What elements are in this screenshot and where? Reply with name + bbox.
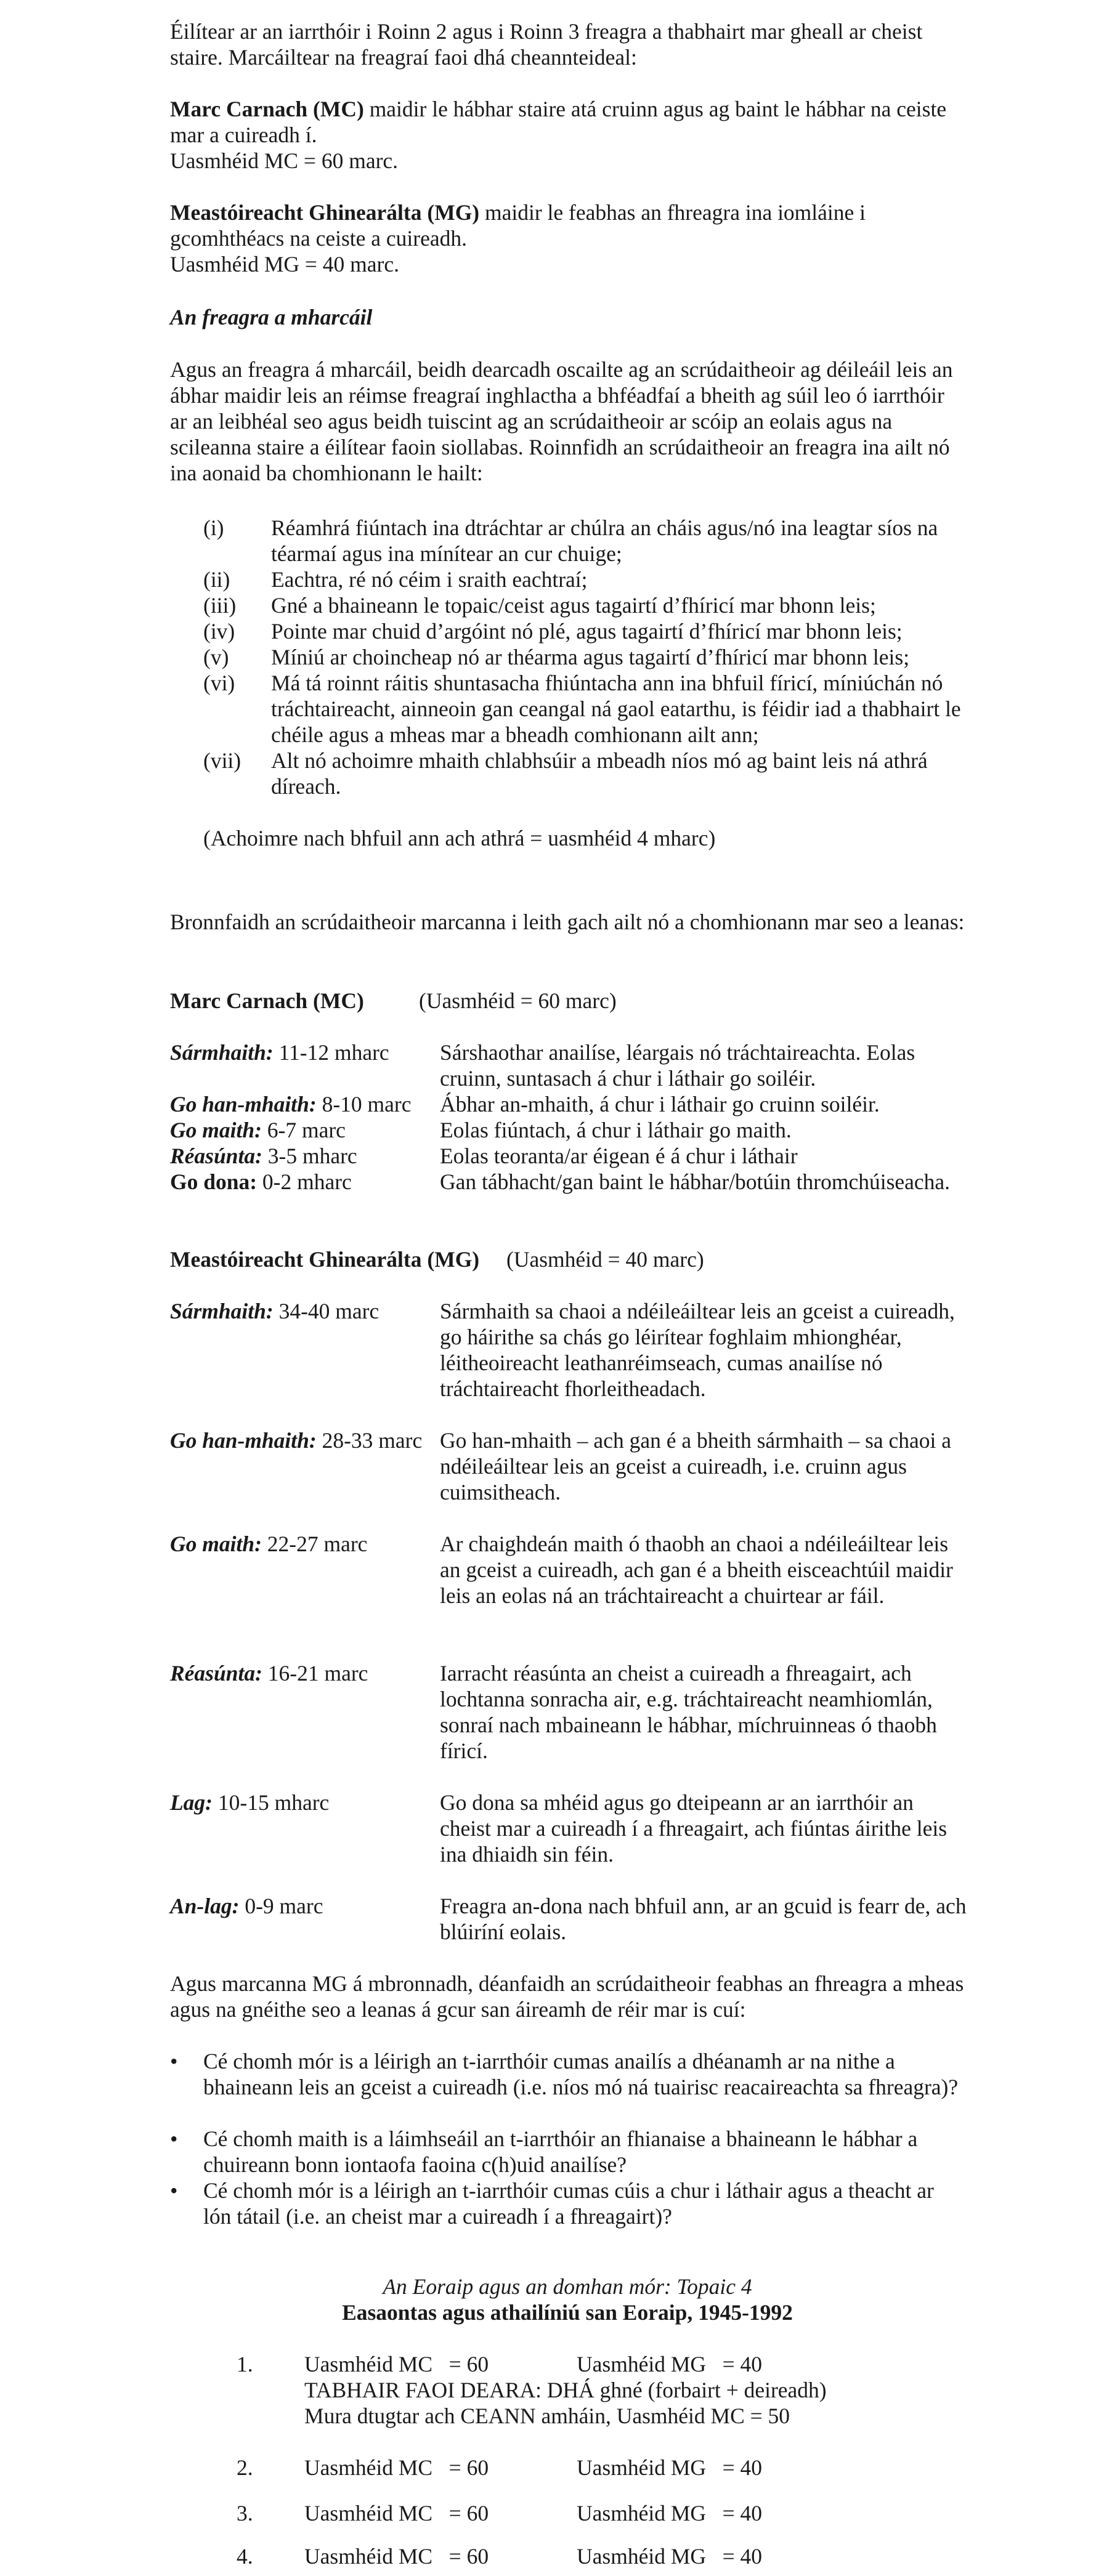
mg-grade-description: Iarracht réasúnta an cheist a cuireadh a fhreagairt, ach lochtanna sonracha air, e.g. tráchtaireacht neamhiomlán, sonraí nach mbaineann le hábhar, míchruinneas ó thaobh fíricí. [440,1661,937,1763]
criteria-bullet: Cé chomh maith is a láimhseáil an t-iarrthóir an fhianaise a bhaineann le hábhar a chuireann bonn iontaofa faoina c(h)uid anailíse? [203,2126,918,2177]
criteria-bullet: Cé chomh mór is a léirigh an t-iarrthóir cumas cúis a chur i láthair agus a theacht ar lón tátail (i.e. an cheist mar a cuireadh í a fhreagairt)? [203,2178,934,2229]
summary-note: (Achoimre nach bhfuil ann ach athrá = uasmhéid 4 mharc) [203,826,716,850]
mg-grade-description: Sármhaith sa chaoi a ndéileáiltear leis an gceist a cuireadh, go háirithe sa chás go léirítear foghlaim mhionghéar, léitheoireacht leathanréimseach, cumas anailíse nó tráchtaireacht fhorleitheadach. [440,1299,955,1401]
mc-table-max: (Uasmhéid = 60 marc) [419,988,617,1013]
mc-grade: Sármhaith: 11-12 mharc [170,1040,389,1065]
list-item: Má tá roinnt ráitis shuntasacha fhiúntacha ann ina bhfuil fíricí, míniúchán nó tráchtaireacht, ainneoin gan ceangal ná gaol eatarthu, is féidir iad a thabhairt le chéile agus a mheas mar a bheadh comhionann ailt ann; [271,671,961,747]
mc-grade: Go dona: 0-2 mharc [170,1169,352,1194]
mc-grade: Go han-mhaith: 8-10 marc [170,1092,412,1116]
list-item-number: (v) [203,645,229,669]
mg-grade: Go maith: 22-27 marc [170,1532,368,1556]
marking-heading: An freagra a mharcáil [170,305,373,329]
mg-grade: Réasúnta: 16-21 marc [170,1661,368,1686]
question-number: 1. [237,2352,253,2376]
list-item: Míniú ar choincheap nó ar théarma agus tagairtí d’fhíricí mar bhonn leis; [271,645,910,669]
bullet-icon: • [170,2049,178,2073]
mc-table-title: Marc Carnach (MC) [170,988,364,1013]
question-mc-max: Uasmhéid MC = 60 [304,2544,489,2569]
mc-grade: Go maith: 6-7 marc [170,1118,346,1142]
question-number: 2. [237,2455,253,2480]
mg-definition [170,200,965,251]
list-item-number: (i) [203,515,224,540]
mc-title: Marc Carnach (MC) [170,97,364,121]
intro-paragraph: Éilítear ar an iarrthóir i Roinn 2 agus i Roinn 3 freagra a thabhairt mar gheall ar cheist staire. Marcáiltear na freagraí faoi dhá cheannteideal: [170,19,923,70]
bullet-icon: • [170,2126,178,2151]
mg-grade: Lag: 10-15 mharc [170,1790,330,1815]
list-item: Réamhrá fiúntach ina dtráchtar ar chúlra an cháis agus/nó ina leagtar síos na téarmaí agus ina mínítear an cur chuige; [271,515,938,566]
list-item-number: (vi) [203,671,235,695]
mg-grade: An-lag: 0-9 marc [170,1894,323,1918]
list-item: Gné a bhaineann le topaic/ceist agus tagairtí d’fhíricí mar bhonn leis; [271,593,876,618]
question-mg-max: Uasmhéid MG = 40 [577,2544,763,2569]
mg-grade: Go han-mhaith: 28-33 marc [170,1428,423,1453]
mc-grade-description: Gan tábhacht/gan baint le hábhar/botúin thromchúiseacha. [440,1169,951,1194]
list-item-number: (iv) [203,619,235,644]
mg-grade-description: Ar chaighdeán maith ó thaobh an chaoi a ndéileáiltear leis an gceist a cuireadh, ach gan é a bheith eisceachtúil maidir leis an eolas ná an tráchtaireacht a chuirtear ar fáil. [440,1532,953,1608]
list-item-number: (vii) [203,748,241,773]
mg-title: Meastóireacht Ghinearálta (MG) [170,200,480,225]
question-mc-max: Uasmhéid MC = 60 [304,2455,489,2480]
mc-grade: Réasúnta: 3-5 mharc [170,1144,357,1168]
question-mg-max: Uasmhéid MG = 40 [577,2352,763,2376]
question-number: 4. [237,2544,253,2569]
question-mc-max: Uasmhéid MC = 60 [304,2352,489,2376]
mg-grade: Sármhaith: 34-40 marc [170,1299,379,1323]
list-item: Pointe mar chuid d’argóint nó plé, agus tagairtí d’fhíricí mar bhonn leis; [271,619,903,644]
mg-criteria-paragraph: Agus marcanna MG á mbronnadh, déanfaidh an scrúdaitheoir feabhas an fhreagra a mheas agus na gnéithe seo a leanas á gcur san áireamh de réir mar is cuí: [170,1971,964,2022]
bullet-icon: • [170,2178,178,2203]
list-item-number: (iii) [203,593,237,618]
mc-grade-description: Eolas teoranta/ar éigean é á chur i láthair [440,1144,798,1168]
question-mg-max: Uasmhéid MG = 40 [577,2455,763,2480]
criteria-bullet: Cé chomh mór is a léirigh an t-iarrthóir cumas anailís a dhéanamh ar na nithe a bhaineann leis an gceist a cuireadh (i.e. níos mó ná tuairisc reacaireachta sa fhreagra)? [203,2049,959,2099]
question-mg-max: Uasmhéid MG = 40 [577,2501,763,2526]
mc-definition [170,96,965,148]
mg-max: Uasmhéid MG = 40 marc. [170,252,399,277]
mc-grade-description: Ábhar an-mhaith, á chur i láthair go cruinn soiléir. [440,1092,880,1116]
mg-grade-description: Go dona sa mhéid agus go dteipeann ar an iarrthóir an cheist mar a cuireadh í a fhreagairt, ach fiúntas áirithe leis ina dhiaidh sin féin. [440,1790,948,1867]
question-note: TABHAIR FAOI DEARA: DHÁ ghné (forbairt + deireadh) [304,2378,827,2402]
marking-paragraph: Agus an freagra á mharcáil, beidh dearcadh oscailte ag an scrúdaitheoir ag déileáil leis an ábhar maidir leis an réimse freagraí inghlactha a bhféadfaí a bheith ag súil leo ó iarrthóir ar an leibhéal seo agus beidh tuiscint ag an scrúdaitheoir ar scóip an eolais agus na scileanna staire a éilítear faoin siollabas. Roinnfidh an scrúdaitheoir an freagra ina ailt nó ina aonaid ba chomhionann le hailt: [170,357,953,485]
mc-grade-description: Sárshaothar anailíse, léargais nó tráchtaireachta. Eolas cruinn, suntasach á chur i láthair go soiléir. [440,1040,915,1091]
topic-title: Easaontas agus athailíniú san Eoraip, 1945-1992 [342,2300,793,2325]
mg-grade-description: Freagra an-dona nach bhfuil ann, ar an gcuid is fearr de, ach blúiríní eolais. [440,1894,967,1944]
list-item-number: (ii) [203,567,230,592]
mg-table-title: Meastóireacht Ghinearálta (MG) [170,1247,480,1272]
question-mc-max: Uasmhéid MC = 60 [304,2501,489,2526]
list-item: Alt nó achoimre mhaith chlabhsúir a mbeadh níos mó ag baint leis ná athrá díreach. [271,748,928,799]
award-paragraph: Bronnfaidh an scrúdaitheoir marcanna i leith gach ailt nó a chomhionann mar seo a leanas: [170,910,965,934]
question-number: 3. [237,2501,253,2526]
mg-grade-description: Go han-mhaith – ach gan é a bheith sármhaith – sa chaoi a ndéileáiltear leis an gceist a cuireadh, i.e. cruinn agus cuimsitheach. [440,1428,952,1504]
mg-table-max: (Uasmhéid = 40 marc) [506,1247,704,1272]
mc-grade-description: Eolas fiúntach, á chur i láthair go maith. [440,1118,792,1142]
question-note: Mura dtugtar ach CEANN amháin, Uasmhéid MC = 50 [304,2404,790,2428]
mc-max: Uasmhéid MC = 60 marc. [170,148,399,173]
mc-text: maidir le hábhar staire atá cruinn agus ag baint le hábhar na ceiste mar a cuireadh í. [170,97,947,147]
topic-subtitle: An Eoraip agus an domhan mór: Topaic 4 [383,2274,752,2299]
list-item: Eachtra, ré nó céim i sraith eachtraí; [271,567,588,592]
mg-text: maidir le feabhas an fhreagra ina iomláine i gcomhthéacs na ceiste a cuireadh. [170,200,866,251]
